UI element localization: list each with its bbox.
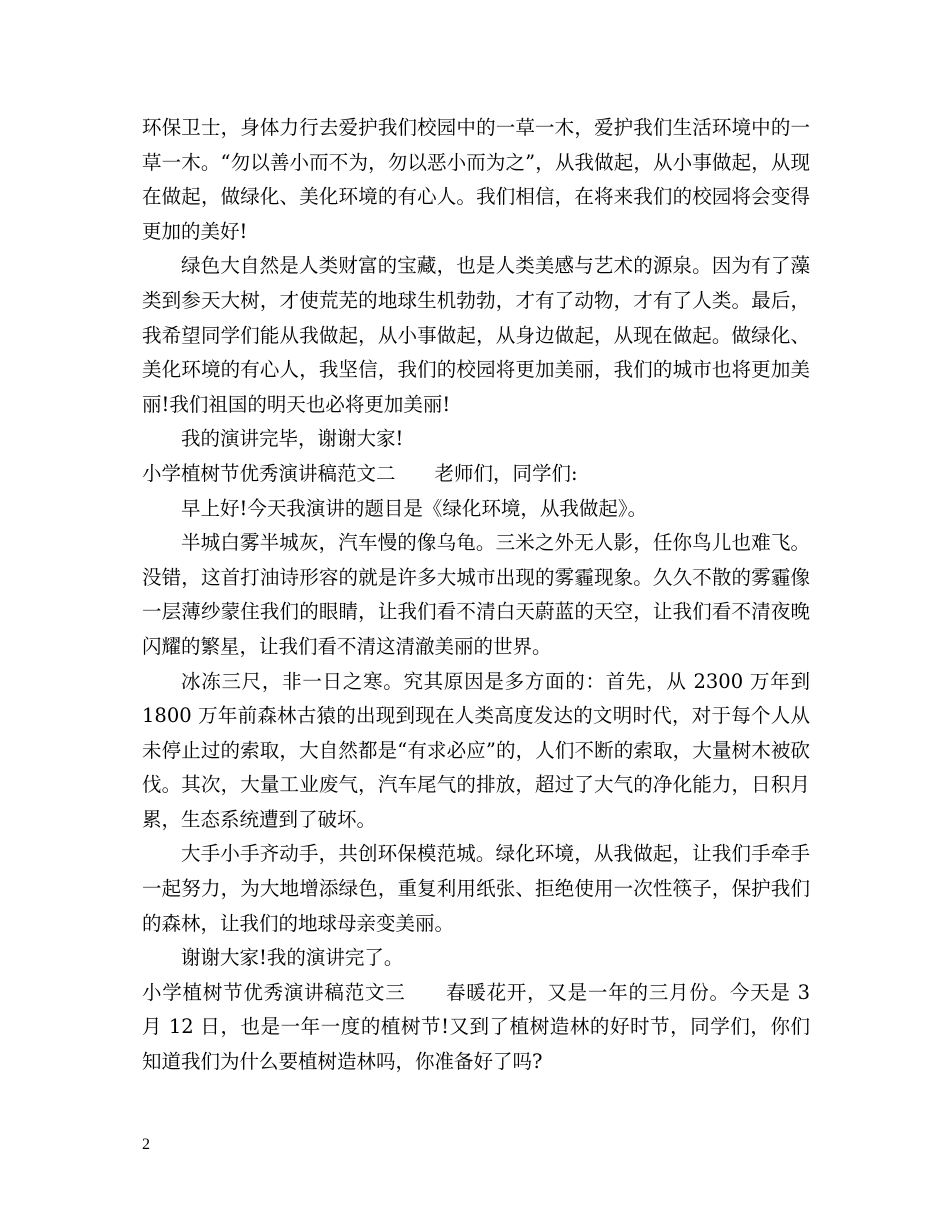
paragraph-9: 谢谢大家!我的演讲完了。 [181,946,404,970]
paragraph-6: 半城白雾半城灰，汽车慢的像乌龟。三米之外无人影，任你鸟儿也难飞。没错，这首打油诗形容的就是许多大城市出现的雾霾现象。久久不散的雾霾像一层薄纱蒙住我们的眼睛，让我们看不清白天蔚蓝的天空，让我们看不清夜晚闪耀的繁星，让我们看不清这清澈美丽的世界。 [142,531,810,658]
section-heading-2: 小学植树节优秀演讲稿范文二 老师们，同学们: [142,461,578,485]
paragraph-8: 大手小手齐动手，共创环保模范城。绿化环境，从我做起，让我们手牵手一起努力，为大地增添绿色，重复利用纸张、拒绝使用一次性筷子，保护我们的森林，让我们的地球母亲变美丽。 [142,842,810,935]
paragraph-5: 早上好!今天我演讲的题目是《绿化环境，从我做起》。 [181,496,648,520]
document-body [142,111,810,1080]
paragraph-3: 我的演讲完毕，谢谢大家! [181,427,404,451]
section-heading-3: 小学植树节优秀演讲稿范文三 春暖花开，又是一年的三月份。今天是 3 月 12 日，也是一年一度的植树节!又到了植树造林的好时节，同学们，你们知道我们为什么要植树造林吗，你准备好了吗? [142,980,810,1074]
paragraph-1: 环保卫士，身体力行去爱护我们校园中的一草一木，爱护我们生活环境中的一草一木。“勿以善小而不为，勿以恶小而为之”，从我做起，从小事做起，从现在做起，做绿化、美化环境的有心人。我们相信，在将来我们的校园将会变得更加的美好! [142,116,810,243]
page-number: 2 [142,1136,150,1153]
paragraph-7: 冰冻三尺，非一日之寒。究其原因是多方面的：首先，从 2300 万年到 1800 万年前森林古猿的出现到现在人类高度发达的文明时代，对于每个人从未停止过的索取，大自然都是“有求必应”的，人们不断的索取，大量树木被砍伐。其次，大量工业废气，汽车尾气的排放，超过了大气的净化能力，日积月累，生态系统遭到了破坏。 [142,669,810,831]
paragraph-2: 绿色大自然是人类财富的宝藏，也是人类美感与艺术的源泉。因为有了藻类到参天大树，才使荒芜的地球生机勃勃，才有了动物，才有了人类。最后，我希望同学们能从我做起，从小事做起，从身边做起，从现在做起。做绿化、美化环境的有心人，我坚信，我们的校园将更加美丽，我们的城市也将更加美丽!我们祖国的明天也必将更加美丽! [142,254,810,416]
